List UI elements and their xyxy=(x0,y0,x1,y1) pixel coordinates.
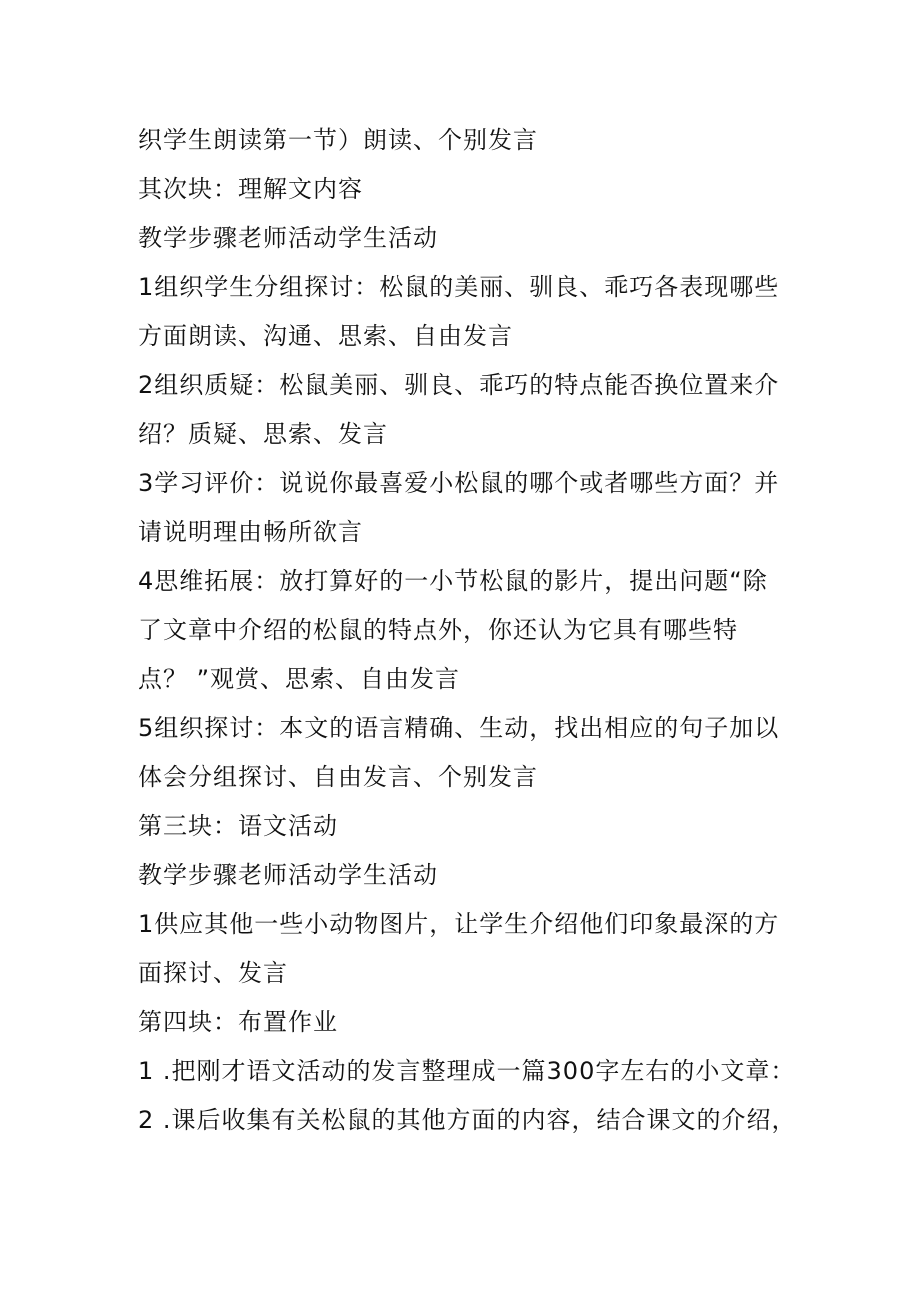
section-heading: 第三块：语文活动 xyxy=(138,812,338,840)
section-heading: 第四块：布置作业 xyxy=(138,1008,338,1036)
text-line: 4思维拓展：放打算好的一小节松鼠的影片，提出问题“除 xyxy=(138,567,768,595)
homework-item: 2 .课后收集有关松鼠的其他方面的内容，结合课文的介绍， xyxy=(138,1106,797,1134)
text-line: 2组织质疑：松鼠美丽、驯良、乖巧的特点能否换位置来介 xyxy=(138,371,780,399)
document-body xyxy=(138,116,797,1145)
section-heading: 其次块：理解文内容 xyxy=(138,175,363,203)
table-header-line: 教学步骤老师活动学生活动 xyxy=(138,861,438,889)
text-line: 5组织探讨：本文的语言精确、生动，找出相应的句子加以 xyxy=(138,714,780,742)
text-line: 3学习评价：说说你最喜爱小松鼠的哪个或者哪些方面？并 xyxy=(138,469,780,497)
text-line: 体会分组探讨、自由发言、个别发言 xyxy=(138,763,538,791)
text-line: 1供应其他一些小动物图片，让学生介绍他们印象最深的方 xyxy=(138,910,780,938)
homework-item: 1 .把刚才语文活动的发言整理成一篇300字左右的小文章： xyxy=(138,1057,796,1085)
text-line: 请说明理由畅所欲言 xyxy=(138,518,363,546)
text-line: 1组织学生分组探讨：松鼠的美丽、驯良、乖巧各表现哪些 xyxy=(138,273,780,301)
text-line: 织学生朗读第一节）朗读、个别发言 xyxy=(138,126,538,154)
text-line: 了文章中介绍的松鼠的特点外，你还认为它具有哪些特 xyxy=(138,616,738,644)
text-line: 点？ ”观赏、思索、自由发言 xyxy=(138,665,461,693)
text-line: 面探讨、发言 xyxy=(138,959,288,987)
table-header-line: 教学步骤老师活动学生活动 xyxy=(138,224,438,252)
text-line: 方面朗读、沟通、思索、自由发言 xyxy=(138,322,513,350)
text-line: 绍？质疑、思索、发言 xyxy=(138,420,388,448)
